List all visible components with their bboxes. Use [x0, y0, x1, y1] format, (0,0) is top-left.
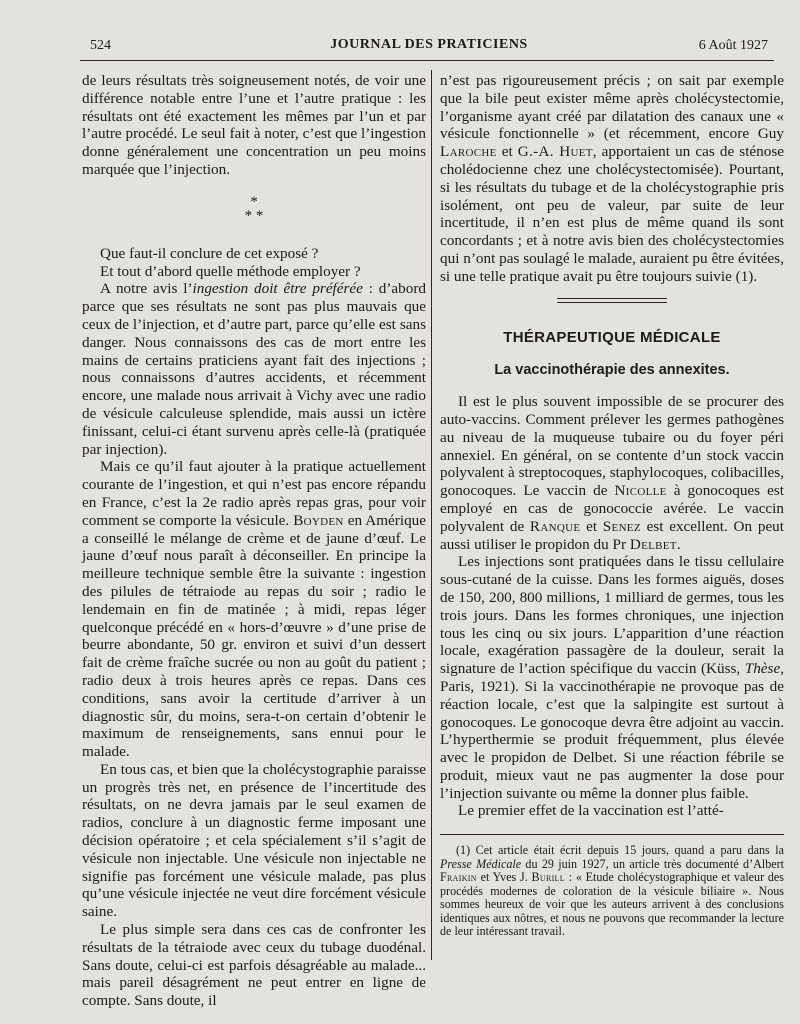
text-run: (1) Cet article était écrit depuis 15 jours, quand a paru dans la: [456, 843, 784, 858]
asterism-bottom: * *: [244, 207, 264, 224]
text-run: à gonocoques est employé en cas de gonococcie avérée. Le vaccin polyvalent de: [440, 482, 784, 535]
author-name: Nicolle: [614, 482, 667, 500]
author-name: Burill: [531, 870, 565, 885]
emphasis: Presse Médicale: [440, 856, 522, 871]
paragraph: [440, 72, 784, 286]
author-name: Boyden: [293, 511, 344, 529]
text-run: , Paris, 1921). Si la vaccinothérapie ne provoque pas de réaction locale, c’est que la salpingite est surtout à gonocoques. Le gonocoque devra être adjoint au vaccin. L’hyperthermie se produit fréquemment, plus élevée avec le propidon de Delbet. Si une réaction fébrile se produit, mieux vaut ne pas augmenter la dose pour l’injection suivante ou même la donner plus faible.: [440, 660, 784, 802]
author-name: Ranque: [529, 517, 581, 535]
emphasis: Thèse: [744, 660, 781, 678]
paragraph: Le premier effet de la vaccination est l’atté-: [458, 802, 724, 820]
page-number: 524: [90, 38, 111, 53]
section-title: THÉRAPEUTIQUE MÉDICALE: [503, 328, 721, 346]
asterism-divider: [82, 195, 426, 223]
text-run: du 29 juin 1927, un article très documenté d’Albert: [521, 856, 784, 871]
text-run: Mais ce qu’il faut ajouter à la pratique actuellement courante de l’ingestion, et qui n’est pas encore répandu en France, c’est la 2e radio après repas gras, pour voir comment se comporte la vésicule.: [82, 458, 426, 529]
author-name: Delbet: [629, 535, 677, 553]
text-run: , apportaient un cas de sténose cholédocienne chez une cholécystectomisée). Pourtant, si les résultats du tubage et de la cholécystographie pris isolément, ont peu de valeur, par suite de leur incertitude, il n’en est plus de même quand ils sont concordants ; et à notre avis bien des cholécystectomies qui n’ont pas soulagé le malade, auraient pu être évitées, si une telle pratique avait pu être toujours suivie (1).: [440, 143, 784, 285]
paragraph: [82, 458, 426, 761]
section-rule: [557, 298, 667, 303]
text-run: : d’abord parce que ses résultats ne sont pas plus mauvais que ceux de l’injection, et d’autre part, parce qu’elle est sans danger. Nous connaissons des cas de mort entre les mains de certains praticiens ayant fait des injections ; nous connaissons d’autres accidents, et récemment encore, une malade nous arrivait à Vichy avec une radio de vésicule calculeuse splendide, mais aussi un ictère finissant, celui-ci étant survenu après celle-là (pratiquée par injection).: [82, 280, 426, 458]
emphasis: ingestion doit être préférée: [192, 280, 363, 298]
text-run: n’est pas rigoureusement précis ; on sait par exemple que la bile peut exister même après cholécystectomie, l’organisme ayant créé par dilatation des canaux une « vésicule fonctionnelle » (et récemment, encore Guy: [440, 72, 784, 143]
paragraph: [440, 553, 784, 802]
paragraph: de leurs résultats très soigneusement notés, de voir une différence notable entre l’une et l’autre pratique : les résultats ont été exactement les mêmes par l’un et par l’autre procédé. Le seul fait à noter, c’est que l’ingestion donne généralement une concentration un peu moins marquée que l’injection.: [82, 72, 426, 178]
paragraph: Le plus simple sera dans ces cas de confronter les résultats de la tétraiode avec ceux du tubage duodénal. Sans doute, celui-ci est parfois désagréable au malade... mais pareil désagrément ne peut entrer en ligne de compte. Sans doute, il: [82, 921, 426, 1010]
author-name: Laroche: [440, 143, 497, 161]
running-header: [90, 34, 768, 56]
paragraph: Et tout d’abord quelle méthode employer ?: [100, 262, 361, 280]
article-title: La vaccinothérapie des annexites.: [494, 362, 730, 379]
issue-date: 6 Août 1927: [698, 38, 768, 53]
author-name: Senez: [602, 517, 641, 535]
journal-title: JOURNAL DES PRATICIENS: [330, 37, 528, 52]
paragraph: [440, 393, 784, 553]
text-run: Il est le plus souvent impossible de se procurer des auto-vaccins. Comment prélever les germes pathogènes au niveau de la muqueuse tubaire ou du foyer péri annexiel. En général, on se contente d’un stock vaccin polyvalent à streptocoques, staphylocoques, colibacilles, gonocoques. Le vaccin de: [440, 393, 784, 500]
asterism-top: *: [250, 193, 258, 210]
text-run: et: [496, 143, 518, 161]
text-run: et Yves J.: [476, 870, 532, 885]
footnote: [440, 844, 784, 939]
author-name: G.-A. Huet: [517, 143, 593, 161]
text-run: est excellent. On peut aussi utiliser le propidon du Pr: [440, 517, 784, 553]
right-column: [440, 72, 784, 939]
paragraph: Que faut-il conclure de cet exposé ?: [100, 244, 319, 262]
footnote-rule: [440, 834, 784, 835]
author-name: Fraikin: [440, 870, 477, 885]
left-column: [82, 72, 426, 1010]
text-run: en Amérique a conseillé le mélange de crème et de jaune d’œuf. Le jaune d’œuf nous paraît à déconseiller. En principe la meilleure technique semble être la suivante : ingestion des pilules de tétraiode au repas du soir ; radio le lendemain en fin de matinée ; à midi, repas léger quelconque précédé en « hors-d’œuvre » d’une prise de beurre abondante, 50 gr. environ et suivi d’un dessert fait de crème fraîche sucrée ou non au goût du patient ; radio deux à trois heures après ce repas. Dans ces conditions, sans avoir la certitude d’arriver à un diagnostic sûr, du moins, sera-t-on certain d’obtenir le maximum de renseignements, sans ennui pour le malade.: [82, 511, 426, 761]
text-run: : « Etude cholécystographique et valeur des procédés modernes de coloration de la vésicule biliaire ». Nous sommes heureux de voir que les auteurs arrivent à des conclusions identiques aux nôtres, et nous ne pouvons que recommander la lecture de leur intéressant travail.: [440, 870, 784, 939]
paragraph: [82, 280, 426, 458]
text-run: A notre avis l’: [100, 280, 193, 298]
column-divider: [431, 70, 432, 960]
paragraph: En tous cas, et bien que la cholécystographie paraisse un progrès très net, en présence de l’incertitude des résultats, on ne devra jamais par le seul examen de radios, conclure à un diagnostic ferme imposant une décision opératoire ; et cela spécialement s’il s’agit de vésicule non injectable. Une vésicule non injectable ne signifie pas forcément une vésicule malade, pas plus qu’une vésicule injectée ne veut dire forcément vésicule saine.: [82, 760, 426, 921]
text-run: et: [580, 517, 603, 535]
text-run: Les injections sont pratiquées dans le tissu cellulaire sous-cutané de la cuisse. Dans les formes aiguës, doses de 150, 200, 800 millions, 1 milliard de germes, tous les trois jours. Dans les formes chroniques, une injection tous les cinq ou six jours. L’apparition d’une réaction locale, exagération passagère de la douleur, serait la signature de l’action spécifique du vaccin (Küss,: [440, 553, 784, 678]
header-rule: [80, 60, 774, 61]
text-run: .: [676, 535, 681, 553]
